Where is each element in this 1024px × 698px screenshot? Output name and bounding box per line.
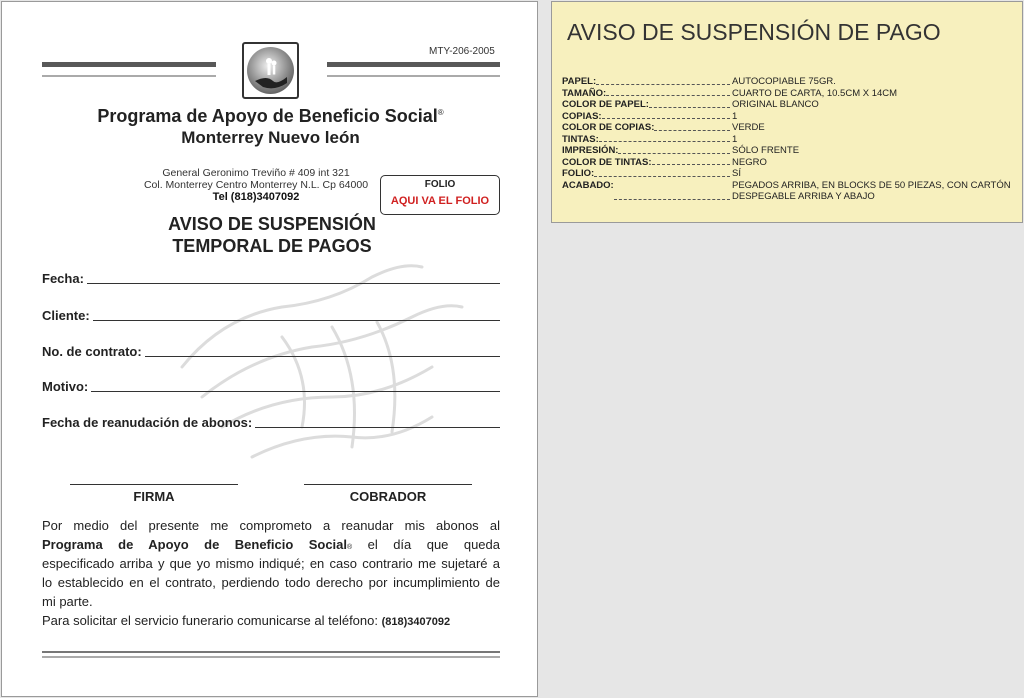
motivo-line[interactable] (91, 391, 500, 392)
form-code: MTY-206-2005 (429, 46, 495, 57)
fecha-line[interactable] (87, 283, 500, 284)
print-spec-panel (551, 1, 1023, 223)
folio-box (380, 175, 500, 215)
phone-number: Tel (818)3407092 (212, 191, 300, 203)
spec-key: IMPRESIÓN: (562, 145, 732, 157)
footer-line-bottom (42, 656, 500, 658)
spec-row (562, 88, 1017, 100)
reanudacion-label: Fecha de reanudación de abonos: (42, 415, 253, 430)
spec-value: SÍ (732, 168, 741, 179)
service-phone-line: Para solicitar el servicio funerario comunicarse al teléfono: (818)3407092 (42, 613, 451, 628)
reanudacion-field[interactable] (42, 414, 500, 430)
form-sheet (1, 1, 538, 697)
motivo-field[interactable] (42, 378, 500, 394)
spec-key: TINTAS: (562, 134, 732, 146)
spec-list (562, 76, 1017, 203)
firma-signature-line[interactable] (70, 484, 238, 485)
header-bar-left (42, 62, 216, 67)
spec-value: NEGRO (732, 156, 767, 168)
footer-line-top (42, 651, 500, 653)
contrato-line[interactable] (145, 356, 500, 357)
spec-value: ORIGINAL BLANCO (732, 99, 819, 110)
firma-label: FIRMA (133, 489, 175, 504)
spec-row (562, 122, 1017, 134)
agreement-line-1: Por medio del presente me comprometo a reanudar mis abonos al (42, 518, 500, 533)
spec-key: COLOR DE TINTAS: (562, 157, 732, 169)
cliente-line[interactable] (93, 320, 500, 321)
document-title-line-1: AVISO DE SUSPENSIÓN (168, 214, 376, 234)
reanudacion-line[interactable] (255, 427, 500, 428)
motivo-label: Motivo: (42, 379, 89, 394)
spec-value: PEGADOS ARRIBA, EN BLOCKS DE 50 PIEZAS, CON CARTÓN DESPEGABLE ARRIBA Y ABAJO (732, 179, 1011, 202)
org-name-heading: Programa de Apoyo de Beneficio Social® (97, 106, 444, 126)
spec-key: COLOR DE COPIAS: (562, 122, 732, 134)
contrato-label: No. de contrato: (42, 344, 142, 359)
spec-row (562, 76, 1017, 88)
spec-value: 1 (732, 133, 738, 145)
spec-value: VERDE (732, 122, 765, 133)
organization-logo (242, 42, 299, 99)
agreement-line-5: mi parte. (42, 594, 93, 609)
folio-value: AQUI VA EL FOLIO (390, 195, 490, 207)
spec-value: 1 (732, 110, 738, 122)
spec-row (562, 180, 1017, 203)
cliente-label: Cliente: (42, 308, 90, 323)
spec-title: AVISO DE SUSPENSIÓN DE PAGO (567, 19, 941, 45)
fecha-label: Fecha: (42, 271, 84, 286)
folio-label: FOLIO (424, 179, 456, 190)
cobrador-label: COBRADOR (349, 489, 427, 504)
spec-row (562, 145, 1017, 157)
spec-key: COLOR DE PAPEL: (562, 99, 732, 111)
agreement-line-4: lo establecido en el contrato, perdiendo todo derecho por incumplimiento de (42, 575, 500, 590)
contrato-field[interactable] (42, 343, 500, 359)
spec-row (562, 99, 1017, 111)
spec-row (562, 157, 1017, 169)
address-line-1: General Geronimo Treviño # 409 int 321 (162, 167, 350, 179)
spec-value: SÓLO FRENTE (732, 145, 800, 156)
logo-emblem-icon (247, 47, 294, 94)
spec-key: COPIAS: (562, 111, 732, 123)
spec-row (562, 168, 1017, 180)
spec-value: CUARTO DE CARTA, 10.5CM X 14CM (732, 87, 898, 99)
header-bar-right-thin (327, 75, 500, 77)
spec-key: FOLIO: (562, 168, 732, 180)
agreement-line-3: especificado arriba y que yo mismo indiqué; en caso contrario me sujetaré a (42, 556, 500, 571)
spec-key: PAPEL: (562, 76, 732, 88)
spec-key: TAMAÑO: (562, 88, 732, 100)
spec-row (562, 134, 1017, 146)
document-title-line-2: TEMPORAL DE PAGOS (172, 236, 372, 256)
spec-row (562, 111, 1017, 123)
header-bar-left-thin (42, 75, 216, 77)
cobrador-signature-line[interactable] (304, 484, 472, 485)
agreement-line-2: Programa de Apoyo de Beneficio Social® el día que queda (42, 537, 500, 552)
address-line-2: Col. Monterrey Centro Monterrey N.L. Cp 64000 (143, 179, 369, 191)
spec-key: ACABADO: (562, 180, 732, 203)
fecha-field[interactable] (42, 270, 500, 286)
cliente-field[interactable] (42, 307, 500, 323)
header-bar-right (327, 62, 500, 67)
spec-value: AUTOCOPIABLE 75GR. (732, 76, 836, 87)
org-city-heading: Monterrey Nuevo león (181, 128, 360, 147)
